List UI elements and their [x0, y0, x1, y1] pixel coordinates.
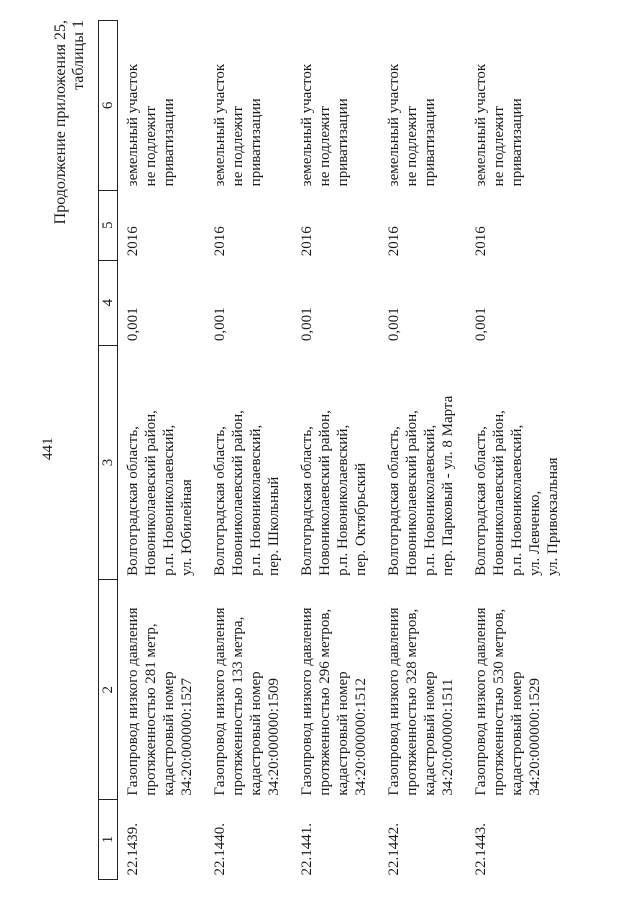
object-note: земельный участок не подлежит приватизации [125, 63, 177, 187]
object-note: земельный участок не подлежит приватизации [473, 63, 525, 187]
object-address: Волгоградская область, Новониколаевский район, р.п. Новониколаевский, пер. Парковый - ул. 8 Марта [386, 395, 456, 576]
object-area: 0,001 [299, 307, 315, 342]
table-header-row [99, 21, 118, 880]
object-area: 0,001 [386, 307, 402, 342]
object-year: 2016 [473, 226, 489, 257]
property-table [98, 20, 562, 880]
object-area: 0,001 [473, 307, 489, 342]
document-page [40, 20, 600, 880]
object-note: земельный участок не подлежит приватизации [386, 63, 438, 187]
row-number: 22.1440. [212, 823, 228, 876]
continuation-heading: Продолжение приложения 25, таблицы 1 [52, 20, 87, 225]
object-name: Газопровод низкого давления протяженностью 328 метров, кадастровый номер 34:20:000000:1511 [386, 607, 456, 796]
table-row [118, 21, 206, 880]
object-name: Газопровод низкого давления протяженностью 296 метров, кадастровый номер 34:20:000000:1512 [299, 607, 369, 796]
table-row [292, 21, 379, 880]
object-year: 2016 [212, 226, 228, 257]
page-number: 441 [40, 437, 56, 460]
object-year: 2016 [386, 226, 402, 257]
object-address: Волгоградская область, Новониколаевский район, р.п. Новониколаевский, пер. Школьный [212, 410, 282, 576]
object-name: Газопровод низкого давления протяженностью 281 метр, кадастровый номер 34:20:000000:1527 [125, 607, 195, 796]
object-note: земельный участок не подлежит приватизации [299, 63, 351, 187]
object-name: Газопровод низкого давления протяженностью 530 метров, кадастровый номер 34:20:000000:1529 [473, 607, 543, 796]
table-row [205, 21, 292, 880]
object-year: 2016 [125, 226, 141, 257]
column-header: 4 [99, 260, 118, 345]
row-number: 22.1443. [473, 823, 489, 876]
column-header: 5 [99, 190, 118, 260]
table-row [379, 21, 466, 880]
row-number: 22.1439. [125, 823, 141, 876]
table-row [466, 21, 562, 880]
object-area: 0,001 [212, 307, 228, 342]
object-address: Волгоградская область, Новониколаевский район, р.п. Новониколаевский, ул. Юбилейная [125, 410, 195, 576]
column-header: 3 [99, 345, 118, 580]
object-note: земельный участок не подлежит приватизации [212, 63, 264, 187]
column-header: 2 [99, 580, 118, 800]
column-header: 6 [99, 21, 118, 191]
object-area: 0,001 [125, 307, 141, 342]
row-number: 22.1441. [299, 823, 315, 876]
row-number: 22.1442. [386, 823, 402, 876]
column-header: 1 [99, 800, 118, 880]
object-address: Волгоградская область, Новониколаевский район, р.п. Новониколаевский, пер. Октябрьский [299, 410, 369, 576]
object-address: Волгоградская область, Новониколаевский район, р.п. Новониколаевский, ул. Левченко, ул. Привокзальная [473, 410, 561, 576]
object-name: Газопровод низкого давления протяженностью 133 метра, кадастровый номер 34:20:000000:1509 [212, 607, 282, 796]
object-year: 2016 [299, 226, 315, 257]
